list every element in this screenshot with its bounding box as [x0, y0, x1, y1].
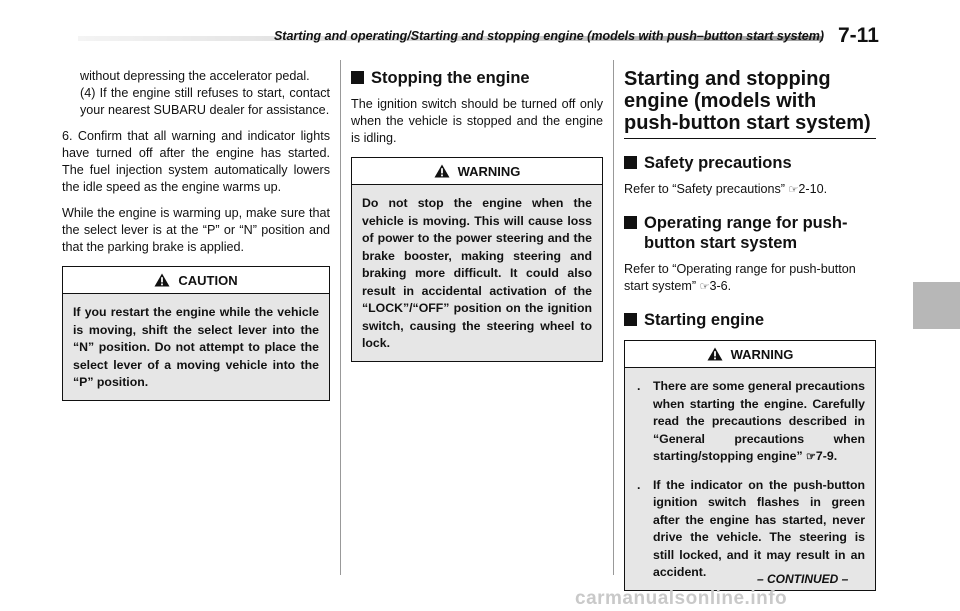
column-1 — [62, 68, 330, 401]
warning-body — [352, 185, 602, 361]
running-header: Starting and operating/Starting and stopping engine (models with push–button start system) — [273, 29, 824, 43]
paragraph: 6. Confirm that all warning and indicator lights have turned off after the engine has started. The fuel injection system automatically lowers the idle speed as the engine warms up. — [62, 129, 330, 194]
section-heading: Safety precautions — [624, 153, 876, 173]
bullet-icon: . — [637, 477, 641, 492]
paragraph: without depressing the accelerator pedal. — [80, 69, 310, 83]
continued-label: – CONTINUED – — [757, 572, 849, 586]
heading-square-icon — [624, 156, 637, 169]
warning-header — [625, 341, 875, 368]
chapter-heading: Starting and stopping engine (models with push-button start system) — [624, 68, 876, 139]
bullet-icon: . — [637, 379, 641, 393]
warning-triangle-icon — [707, 347, 723, 361]
page-reference-icon: ☞ — [788, 184, 799, 196]
warning-box — [351, 157, 603, 362]
paragraph: The ignition switch should be turned off only when the vehicle is stopped and the engine is idling. — [351, 97, 603, 145]
column-2 — [351, 68, 603, 362]
heading-square-icon — [351, 71, 364, 84]
caution-header — [63, 267, 329, 294]
reference: Refer to “Safety precautions” ☞2-10. — [624, 182, 828, 196]
warning-label: WARNING — [730, 346, 794, 362]
caution-body — [63, 294, 329, 400]
warning-triangle-icon — [434, 164, 450, 178]
reference: Refer to “Operating range for push-button start system” ☞3-6. — [624, 262, 856, 293]
warning-label: WARNING — [457, 163, 521, 179]
warning-triangle-icon — [154, 273, 170, 287]
warning-header — [352, 158, 602, 185]
column-divider-2 — [613, 60, 614, 575]
caution-label: CAUTION — [178, 272, 238, 288]
warning-body — [625, 368, 875, 590]
warning-box — [624, 340, 876, 591]
section-heading: Stopping the engine — [351, 68, 603, 88]
list-item: . If the indicator on the push-button ignition switch flashes in green after the engine has started, never drive the vehicle. The steering is still locked, and it may result in an accident. — [637, 477, 865, 579]
heading-square-icon — [624, 313, 637, 326]
warning-text: Do not stop the engine when the vehicle is moving. This will cause loss of power to the power steering and the brake booster, making steering and braking more difficult. It could also result in accidental activation of the “LOCK”/“OFF” position on the ignition switch, causing the steering wheel to lock. — [362, 196, 592, 350]
caution-box — [62, 266, 330, 401]
paragraph: While the engine is warming up, make sure that the select lever is at the “P” or “N” position and that the parking brake is applied. — [62, 206, 330, 254]
column-3 — [624, 68, 876, 591]
list-item: . There are some general precautions when starting the engine. Carefully read the precautions described in “General precautions when starting/stopping engine” ☞7-9. — [637, 379, 865, 463]
section-heading: Starting engine — [624, 310, 876, 330]
page-reference-icon: ☞ — [806, 451, 816, 463]
section-heading: Operating range for push-button start system — [624, 213, 876, 253]
heading-square-icon — [624, 216, 637, 229]
caution-text: If you restart the engine while the vehicle is moving, shift the select lever into the “N” position. Do not attempt to place the select lever of a moving vehicle into the “P” position. — [73, 305, 319, 389]
watermark: carmanualsonline.info — [575, 588, 788, 609]
paragraph: (4) If the engine still refuses to start, contact your nearest SUBARU dealer for assistance. — [80, 86, 330, 117]
chapter-tab — [913, 282, 960, 329]
column-divider-1 — [340, 60, 341, 575]
page-number: 7-11 — [838, 24, 879, 47]
page-reference-icon: ☞ — [699, 281, 710, 293]
